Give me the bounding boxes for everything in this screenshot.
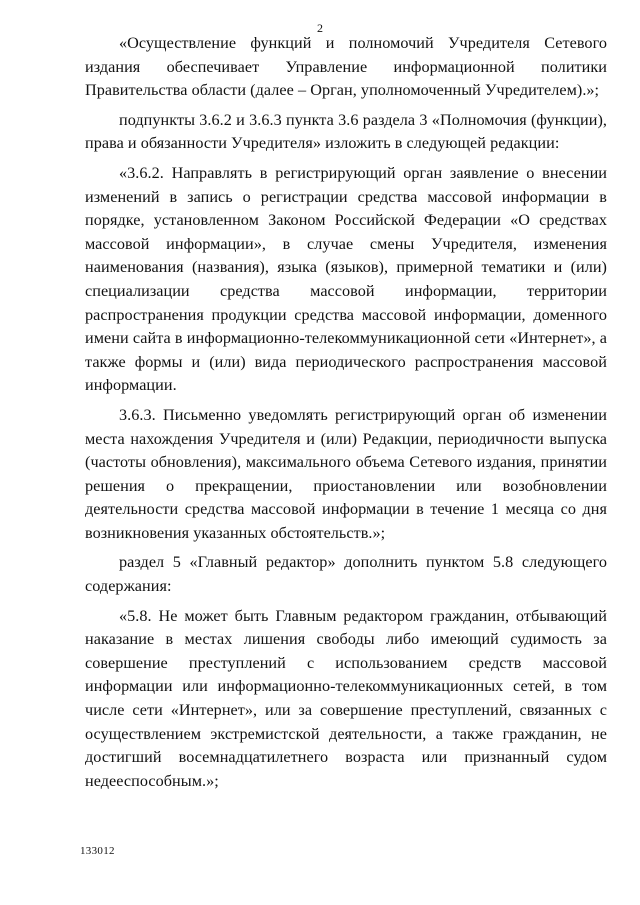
paragraph-clause-5-8: «5.8. Не может быть Главным редактором гражданин, отбывающий наказание в местах лишения свободы либо имеющий судимость за совершение преступлений с использованием средств массовой информации или информационно-телекоммуникационных сетей, в том числе сети «Интернет», или за совершение преступлений, связанных с осуществлением экстремистской деятельности, а также гражданин, не достигший восемнадцатилетнего возраста или признанный судом недееспособным.»; bbox=[85, 606, 607, 790]
document-body bbox=[85, 32, 607, 793]
paragraph-section-5-intro: раздел 5 «Главный редактор» дополнить пунктом 5.8 следующего содержания: bbox=[85, 553, 607, 596]
page-number: 2 bbox=[317, 21, 323, 35]
paragraph-founder-functions: «Осуществление функций и полномочий Учредителя Сетевого издания обеспечивает Управление информационной политики Правительства области (далее – Орган, уполномоченный Учредителем).»; bbox=[85, 34, 607, 100]
document-footer-code: 133012 bbox=[80, 845, 115, 857]
paragraph-subclauses-intro: подпункты 3.6.2 и 3.6.3 пункта 3.6 раздела 3 «Полномочия (функции), права и обязанности Учредителя» изложить в следующей редакции: bbox=[85, 110, 607, 153]
paragraph-clause-3-6-3: 3.6.3. Письменно уведомлять регистрирующий орган об изменении места нахождения Учредителя и (или) Редакции, периодичности выпуска (частоты обновления), максимального объема Сетевого издания, принятии решения о прекращении, приостановлении или возобновлении деятельности средства массовой информации в течение 1 месяца со дня возникновения указанных обстоятельств.»; bbox=[85, 405, 607, 542]
paragraph-clause-3-6-2: «3.6.2. Направлять в регистрирующий орган заявление о внесении изменений в запись о регистрации средства массовой информации в порядке, установленном Законом Российской Федерации «О средствах массовой информации», в случае смены Учредителя, изменения наименования (названия), языка (языков), примерной тематики и (или) специализации средства массовой информации, территории распространения продукции средства массовой информации, доменного имени сайта в информационно-телекоммуникационной сети «Интернет», а также формы и (или) вида периодического распространения массовой информации. bbox=[85, 163, 607, 395]
